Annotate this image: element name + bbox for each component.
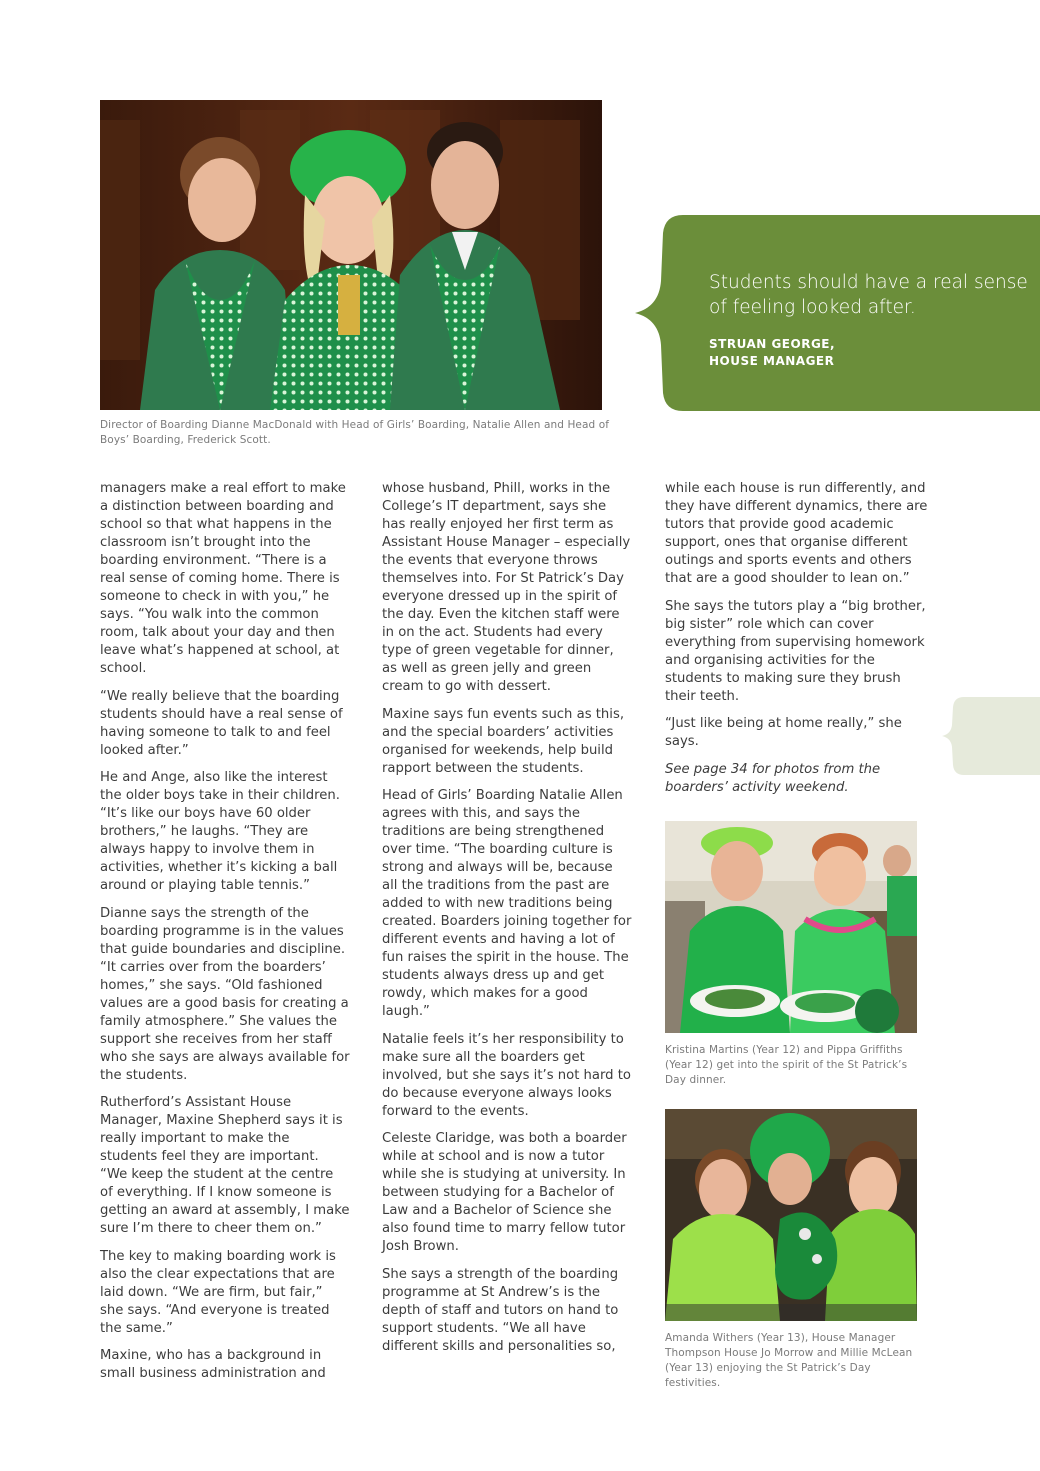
paragraph: Dianne says the strength of the boarding programme is in the values that guide boundaries and discipline. “It carries over from the boarders’ homes,” she says. “Old fashioned values are a good basis for creating a family atmosphere.” She values the support she receives from her staff who she says are always available for the students. bbox=[100, 905, 350, 1083]
kitchen-dinner-photo-image bbox=[665, 821, 917, 1033]
paragraph: Maxine says fun events such as this, and the special boarders’ activities organised for weekends, help build rapport between the students. bbox=[382, 706, 625, 776]
paragraph: Natalie feels it’s her responsibility to make sure all the boarders get involved, but she says it’s not hard to do because everyone always looks forward to the events. bbox=[382, 1031, 631, 1119]
main-photo-caption: Director of Boarding Dianne MacDonald with Head of Girls’ Boarding, Natalie Allen and Head of Boys’ Boarding, Frederick Scott. bbox=[100, 419, 610, 446]
main-photo bbox=[100, 100, 602, 410]
pullquote-role: HOUSE MANAGER bbox=[709, 354, 835, 368]
article-column-3 bbox=[665, 480, 930, 806]
paragraph: whose husband, Phill, works in the College’s IT department, says she has really enjoyed her first term as Assistant House Manager – especially the events that everyone throws themselves into. For St Patrick’s Day everyone dressed up in the spirit of the day. Even the kitchen staff were in on the act. Students had every type of green vegetable for dinner, as well as green jelly and green cream to go with dessert. bbox=[382, 481, 631, 694]
pullquote-text: Students should have a real sense of feeling looked after. bbox=[709, 272, 1028, 318]
main-photo-image bbox=[100, 100, 602, 410]
side-tab-shape bbox=[942, 697, 1040, 775]
article-column-2 bbox=[382, 480, 632, 1365]
pullquote-name: STRUAN GEORGE, bbox=[709, 337, 836, 351]
paragraph: She says a strength of the boarding programme at St Andrew’s is the depth of staff and tutors on hand to support students. “We all have different skills and personalities so, bbox=[382, 1266, 619, 1354]
pullquote-attribution bbox=[709, 336, 1029, 370]
paragraph: She says the tutors play a “big brother, big sister” role which can cover everything from supervising homework and organising activities for the students to making sure they brush their teeth. bbox=[665, 598, 926, 704]
paragraph: Maxine, who has a background in small business administration and bbox=[100, 1348, 326, 1381]
article-column-1 bbox=[100, 480, 350, 1393]
kitchen-dinner-caption: Kristina Martins (Year 12) and Pippa Griffiths (Year 12) get into the spirit of the St Patrick’s Day dinner. bbox=[665, 1044, 908, 1086]
side-tab bbox=[942, 697, 1040, 775]
festivities-photo bbox=[665, 1109, 917, 1321]
kitchen-dinner-photo bbox=[665, 821, 917, 1033]
see-page-note: See page 34 for photos from the boarders’ activity weekend. bbox=[665, 761, 881, 795]
paragraph: “Just like being at home really,” she says. bbox=[665, 716, 902, 749]
paragraph: Celeste Claridge, was both a boarder while at school and is now a tutor while she is studying at university. In between studying for a Bachelor of Law and a Bachelor of Science she also found time to marry fellow tutor Josh Brown. bbox=[382, 1131, 627, 1254]
paragraph: “We really believe that the boarding students should have a real sense of having someone to talk to and feel looked after.” bbox=[100, 688, 343, 758]
paragraph: The key to making boarding work is also the clear expectations that are laid down. “We are firm, but fair,” she says. “And everyone is treated the same.” bbox=[100, 1248, 336, 1336]
paragraph: managers make a real effort to make a distinction between boarding and school so that what happens in the classroom isn’t brought into the boarding environment. “There is a real sense of coming home. There is someone to check in with you,” he says. “You walk into the common room, talk about your day and then leave what’s happened at school, at school. bbox=[100, 481, 346, 676]
festivities-photo-image bbox=[665, 1109, 917, 1321]
festivities-caption: Amanda Withers (Year 13), House Manager Thompson House Jo Morrow and Millie McLean (Year 13) enjoying the St Patrick’s Day festivities. bbox=[665, 1332, 913, 1389]
paragraph: Rutherford’s Assistant House Manager, Maxine Shepherd says it is really important to make the students feel they are important. “We keep the student at the centre of everything. If I know someone is getting an award at assembly, I make sure I’m there to cheer them on.” bbox=[100, 1095, 350, 1236]
paragraph: He and Ange, also like the interest the older boys take in their children. “It’s like our boys have 60 older brothers,” he laughs. “They are always happy to involve them in activities, whether it’s kicking a ball around or playing table tennis.” bbox=[100, 770, 340, 893]
paragraph: while each house is run differently, and they have different dynamics, there are tutors that provide good academic support, ones that organise different outings and sports events and others that are a good shoulder to lean on.” bbox=[665, 481, 928, 586]
paragraph: Head of Girls’ Boarding Natalie Allen agrees with this, and says the traditions are being strengthened over time. “The boarding culture is strong and always will be, because all the traditions from the past are added to with new traditions being created. Boarders joining together for different events and having a lot of fun raises the spirit in the house. The students always dress up and get rowdy, which makes for a good laugh.” bbox=[382, 788, 632, 1019]
